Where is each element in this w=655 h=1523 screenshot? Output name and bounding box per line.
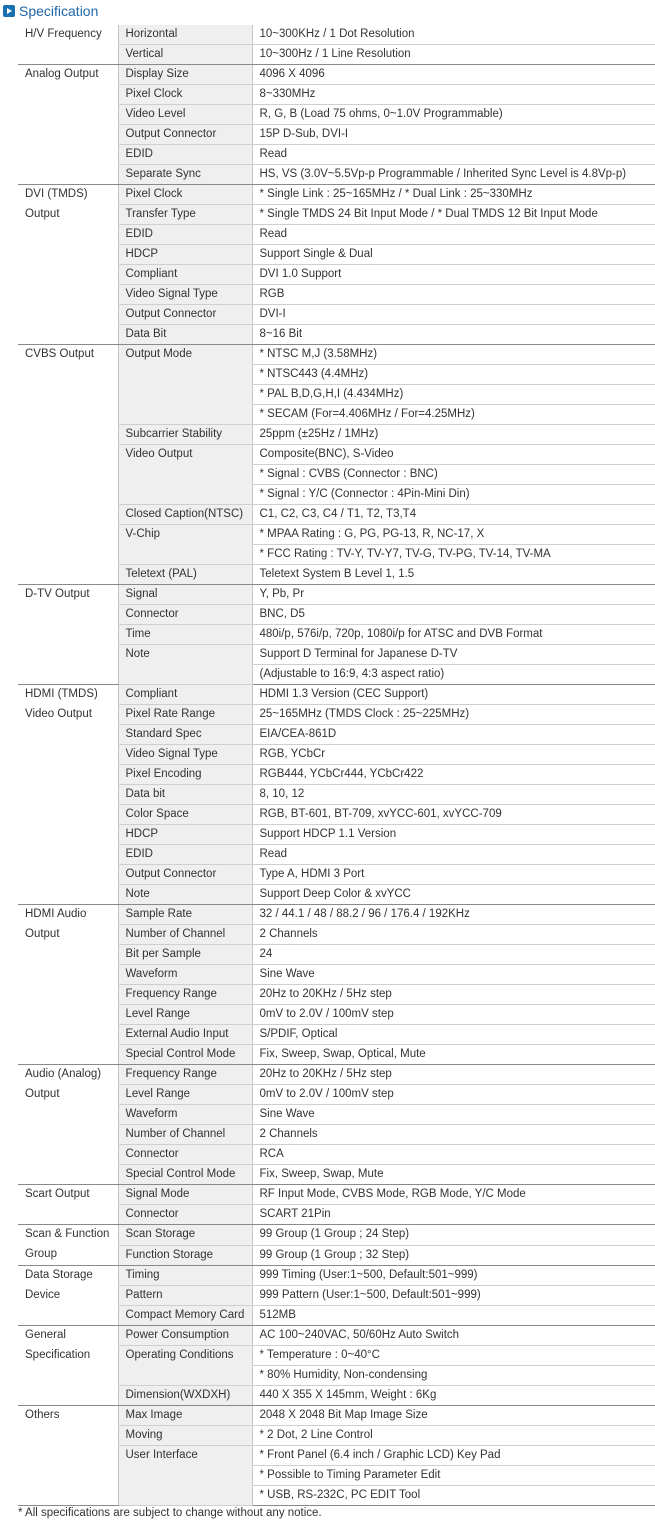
group-name: Output — [25, 928, 60, 940]
spec-row — [18, 905, 655, 925]
section-header — [3, 3, 98, 19]
group-name-cell — [18, 1266, 118, 1326]
spec-value: RGB — [252, 285, 655, 305]
spec-value: 512MB — [252, 1306, 655, 1326]
spec-label: Separate Sync — [118, 165, 252, 185]
spec-label: Note — [118, 885, 252, 905]
spec-label: HDCP — [118, 245, 252, 265]
spec-label: Video Signal Type — [118, 745, 252, 765]
spec-value: 10~300KHz / 1 Dot Resolution — [252, 25, 655, 45]
spec-value: DVI-I — [252, 305, 655, 325]
group-name: Video Output — [25, 708, 92, 720]
spec-value: 25ppm (±25Hz / 1MHz) — [252, 425, 655, 445]
group-name-cell — [18, 1326, 118, 1406]
spec-value: 20Hz to 20KHz / 5Hz step — [252, 1065, 655, 1085]
spec-label: Special Control Mode — [118, 1165, 252, 1185]
group-name: Others — [25, 1409, 60, 1421]
spec-value: 999 Timing (User:1~500, Default:501~999) — [252, 1266, 655, 1286]
group-name-cell — [18, 905, 118, 1065]
spec-label: Time — [118, 625, 252, 645]
spec-value: 4096 X 4096 — [252, 65, 655, 85]
group-name: HDMI Audio — [25, 908, 87, 920]
group-name: General — [25, 1329, 66, 1341]
footnote: * All specifications are subject to change without any notice. — [18, 1507, 322, 1519]
spec-label: Transfer Type — [118, 205, 252, 225]
group-name: Specification — [25, 1349, 91, 1361]
group-name-cell — [18, 1225, 118, 1266]
group-name: Group — [25, 1248, 57, 1260]
play-arrow-icon — [3, 5, 15, 17]
spec-label: Sample Rate — [118, 905, 252, 925]
spec-label: EDID — [118, 145, 252, 165]
group-name-cell — [18, 1185, 118, 1225]
spec-value: * Signal : Y/C (Connector : 4Pin-Mini Din) — [252, 485, 655, 505]
spec-label: Pixel Clock — [118, 85, 252, 105]
spec-label: Number of Channel — [118, 1125, 252, 1145]
spec-value: 480i/p, 576i/p, 720p, 1080i/p for ATSC and DVB Format — [252, 625, 655, 645]
spec-value: 2048 X 2048 Bit Map Image Size — [252, 1406, 655, 1426]
spec-label: Moving — [118, 1426, 252, 1446]
spec-label: Compact Memory Card — [118, 1306, 252, 1326]
group-name: Output — [25, 208, 60, 220]
spec-value: Type A, HDMI 3 Port — [252, 865, 655, 885]
spec-label: Color Space — [118, 805, 252, 825]
spec-label: Subcarrier Stability — [118, 425, 252, 445]
spec-value: Fix, Sweep, Swap, Mute — [252, 1165, 655, 1185]
spec-label: External Audio Input — [118, 1025, 252, 1045]
spec-value: Sine Wave — [252, 1105, 655, 1125]
spec-label: Scan Storage — [118, 1225, 252, 1246]
spec-label: Compliant — [118, 685, 252, 705]
spec-value: C1, C2, C3, C4 / T1, T2, T3,T4 — [252, 505, 655, 525]
spec-value: Read — [252, 845, 655, 865]
spec-value: Support Single & Dual — [252, 245, 655, 265]
spec-value: RGB, BT-601, BT-709, xvYCC-601, xvYCC-709 — [252, 805, 655, 825]
spec-label: EDID — [118, 225, 252, 245]
spec-value: RF Input Mode, CVBS Mode, RGB Mode, Y/C Mode — [252, 1185, 655, 1205]
spec-label: Data Bit — [118, 325, 252, 345]
group-name: Device — [25, 1289, 61, 1301]
spec-value: 15P D-Sub, DVI-I — [252, 125, 655, 145]
spec-value: 10~300Hz / 1 Line Resolution — [252, 45, 655, 65]
spec-row — [18, 1185, 655, 1205]
spec-label: Display Size — [118, 65, 252, 85]
spec-value: 0mV to 2.0V / 100mV step — [252, 1085, 655, 1105]
spec-value: RGB444, YCbCr444, YCbCr422 — [252, 765, 655, 785]
spec-label: Level Range — [118, 1005, 252, 1025]
spec-label: Pixel Rate Range — [118, 705, 252, 725]
spec-value: * 80% Humidity, Non-condensing — [252, 1366, 655, 1386]
spec-row — [18, 1266, 655, 1286]
spec-row — [18, 185, 655, 205]
spec-row — [18, 345, 655, 365]
spec-label: Dimension(WXDXH) — [118, 1386, 252, 1406]
spec-value: Support D Terminal for Japanese D-TV — [252, 645, 655, 665]
group-name-cell — [18, 185, 118, 345]
spec-value: SCART 21Pin — [252, 1205, 655, 1225]
spec-value: * Front Panel (6.4 inch / Graphic LCD) Key Pad — [252, 1446, 655, 1466]
group-name: H/V Frequency — [25, 28, 102, 40]
spec-label: HDCP — [118, 825, 252, 845]
spec-label: Video Signal Type — [118, 285, 252, 305]
spec-label: Frequency Range — [118, 1065, 252, 1085]
spec-value: DVI 1.0 Support — [252, 265, 655, 285]
spec-label: Pixel Clock — [118, 185, 252, 205]
spec-value: R, G, B (Load 75 ohms, 0~1.0V Programmable) — [252, 105, 655, 125]
spec-label: Connector — [118, 605, 252, 625]
spec-value: 2 Channels — [252, 925, 655, 945]
spec-label: Bit per Sample — [118, 945, 252, 965]
spec-value: * Temperature : 0~40°C — [252, 1346, 655, 1366]
group-name-cell — [18, 65, 118, 185]
spec-label: Output Mode — [118, 345, 252, 425]
spec-value: * Single TMDS 24 Bit Input Mode / * Dual TMDS 12 Bit Input Mode — [252, 205, 655, 225]
spec-row — [18, 685, 655, 705]
group-name-cell — [18, 25, 118, 65]
spec-value: Fix, Sweep, Swap, Optical, Mute — [252, 1045, 655, 1065]
section-title: Specification — [19, 3, 99, 19]
spec-label: Vertical — [118, 45, 252, 65]
spec-value: * USB, RS-232C, PC EDIT Tool — [252, 1486, 655, 1506]
spec-value: Read — [252, 225, 655, 245]
spec-value: RCA — [252, 1145, 655, 1165]
spec-label: Output Connector — [118, 305, 252, 325]
spec-value: 8~16 Bit — [252, 325, 655, 345]
spec-value: RGB, YCbCr — [252, 745, 655, 765]
spec-label: Note — [118, 645, 252, 685]
group-name-cell — [18, 345, 118, 585]
spec-value: 99 Group (1 Group ; 32 Step) — [252, 1245, 655, 1266]
specification-table — [18, 25, 655, 1506]
spec-value: AC 100~240VAC, 50/60Hz Auto Switch — [252, 1326, 655, 1346]
group-name: CVBS Output — [25, 348, 95, 360]
spec-value: Y, Pb, Pr — [252, 585, 655, 605]
spec-row — [18, 585, 655, 605]
spec-value: 24 — [252, 945, 655, 965]
spec-value: 99 Group (1 Group ; 24 Step) — [252, 1225, 655, 1246]
spec-label: Compliant — [118, 265, 252, 285]
spec-value: * NTSC443 (4.4MHz) — [252, 365, 655, 385]
spec-label: Number of Channel — [118, 925, 252, 945]
spec-label: Max Image — [118, 1406, 252, 1426]
spec-label: Teletext (PAL) — [118, 565, 252, 585]
spec-label: Special Control Mode — [118, 1045, 252, 1065]
spec-value: 25~165MHz (TMDS Clock : 25~225MHz) — [252, 705, 655, 725]
spec-value: * Signal : CVBS (Connector : BNC) — [252, 465, 655, 485]
spec-value: 2 Channels — [252, 1125, 655, 1145]
group-name: Scan & Function — [25, 1228, 110, 1240]
spec-label: V-Chip — [118, 525, 252, 565]
spec-value: Teletext System B Level 1, 1.5 — [252, 565, 655, 585]
spec-value: Sine Wave — [252, 965, 655, 985]
group-name-cell — [18, 585, 118, 685]
spec-value: EIA/CEA-861D — [252, 725, 655, 745]
spec-value: * NTSC M,J (3.58MHz) — [252, 345, 655, 365]
spec-value: HS, VS (3.0V~5.5Vp-p Programmable / Inherited Sync Level is 4.8Vp-p) — [252, 165, 655, 185]
spec-row — [18, 1225, 655, 1246]
group-name: Audio (Analog) — [25, 1068, 102, 1080]
spec-value: 32 / 44.1 / 48 / 88.2 / 96 / 176.4 / 192KHz — [252, 905, 655, 925]
spec-value: Read — [252, 145, 655, 165]
spec-value: 440 X 355 X 145mm, Weight : 6Kg — [252, 1386, 655, 1406]
group-name: Data Storage — [25, 1269, 93, 1281]
spec-value: (Adjustable to 16:9, 4:3 aspect ratio) — [252, 665, 655, 685]
group-name-cell — [18, 1406, 118, 1506]
spec-row — [18, 25, 655, 45]
spec-label: Connector — [118, 1205, 252, 1225]
spec-label: Function Storage — [118, 1245, 252, 1266]
spec-label: Video Output — [118, 445, 252, 505]
spec-row — [18, 1326, 655, 1346]
spec-value: Composite(BNC), S-Video — [252, 445, 655, 465]
spec-label: User Interface — [118, 1446, 252, 1506]
spec-value: * FCC Rating : TV-Y, TV-Y7, TV-G, TV-PG, TV-14, TV-MA — [252, 545, 655, 565]
spec-value: 0mV to 2.0V / 100mV step — [252, 1005, 655, 1025]
spec-label: Level Range — [118, 1085, 252, 1105]
spec-value: 8, 10, 12 — [252, 785, 655, 805]
spec-value: 8~330MHz — [252, 85, 655, 105]
spec-value: * 2 Dot, 2 Line Control — [252, 1426, 655, 1446]
spec-label: Waveform — [118, 1105, 252, 1125]
spec-label: Waveform — [118, 965, 252, 985]
spec-value: Support HDCP 1.1 Version — [252, 825, 655, 845]
spec-label: Power Consumption — [118, 1326, 252, 1346]
group-name-cell — [18, 1065, 118, 1185]
group-name: Scart Output — [25, 1188, 90, 1200]
group-name: HDMI (TMDS) — [25, 688, 98, 700]
spec-label: Signal Mode — [118, 1185, 252, 1205]
spec-value: * MPAA Rating : G, PG, PG-13, R, NC-17, X — [252, 525, 655, 545]
spec-value: BNC, D5 — [252, 605, 655, 625]
spec-label: Closed Caption(NTSC) — [118, 505, 252, 525]
spec-value: S/PDIF, Optical — [252, 1025, 655, 1045]
spec-value: * PAL B,D,G,H,I (4.434MHz) — [252, 385, 655, 405]
spec-label: Connector — [118, 1145, 252, 1165]
spec-label: Output Connector — [118, 865, 252, 885]
spec-label: Operating Conditions — [118, 1346, 252, 1386]
group-name: Output — [25, 1088, 60, 1100]
spec-label: Standard Spec — [118, 725, 252, 745]
spec-row — [18, 65, 655, 85]
group-name: DVI (TMDS) — [25, 188, 88, 200]
spec-value: * Single Link : 25~165MHz / * Dual Link : 25~330MHz — [252, 185, 655, 205]
group-name-cell — [18, 685, 118, 905]
spec-label: Frequency Range — [118, 985, 252, 1005]
spec-label: Pattern — [118, 1286, 252, 1306]
group-name: Analog Output — [25, 68, 99, 80]
spec-row — [18, 1406, 655, 1426]
spec-label: Signal — [118, 585, 252, 605]
spec-value: * Possible to Timing Parameter Edit — [252, 1466, 655, 1486]
group-name: D-TV Output — [25, 588, 90, 600]
spec-value: 999 Pattern (User:1~500, Default:501~999) — [252, 1286, 655, 1306]
spec-label: Data bit — [118, 785, 252, 805]
spec-label: Output Connector — [118, 125, 252, 145]
spec-value: 20Hz to 20KHz / 5Hz step — [252, 985, 655, 1005]
spec-label: Timing — [118, 1266, 252, 1286]
spec-label: EDID — [118, 845, 252, 865]
spec-value: HDMI 1.3 Version (CEC Support) — [252, 685, 655, 705]
spec-label: Pixel Encoding — [118, 765, 252, 785]
spec-label: Video Level — [118, 105, 252, 125]
spec-value: * SECAM (For=4.406MHz / For=4.25MHz) — [252, 405, 655, 425]
spec-row — [18, 1065, 655, 1085]
spec-value: Support Deep Color & xvYCC — [252, 885, 655, 905]
spec-label: Horizontal — [118, 25, 252, 45]
